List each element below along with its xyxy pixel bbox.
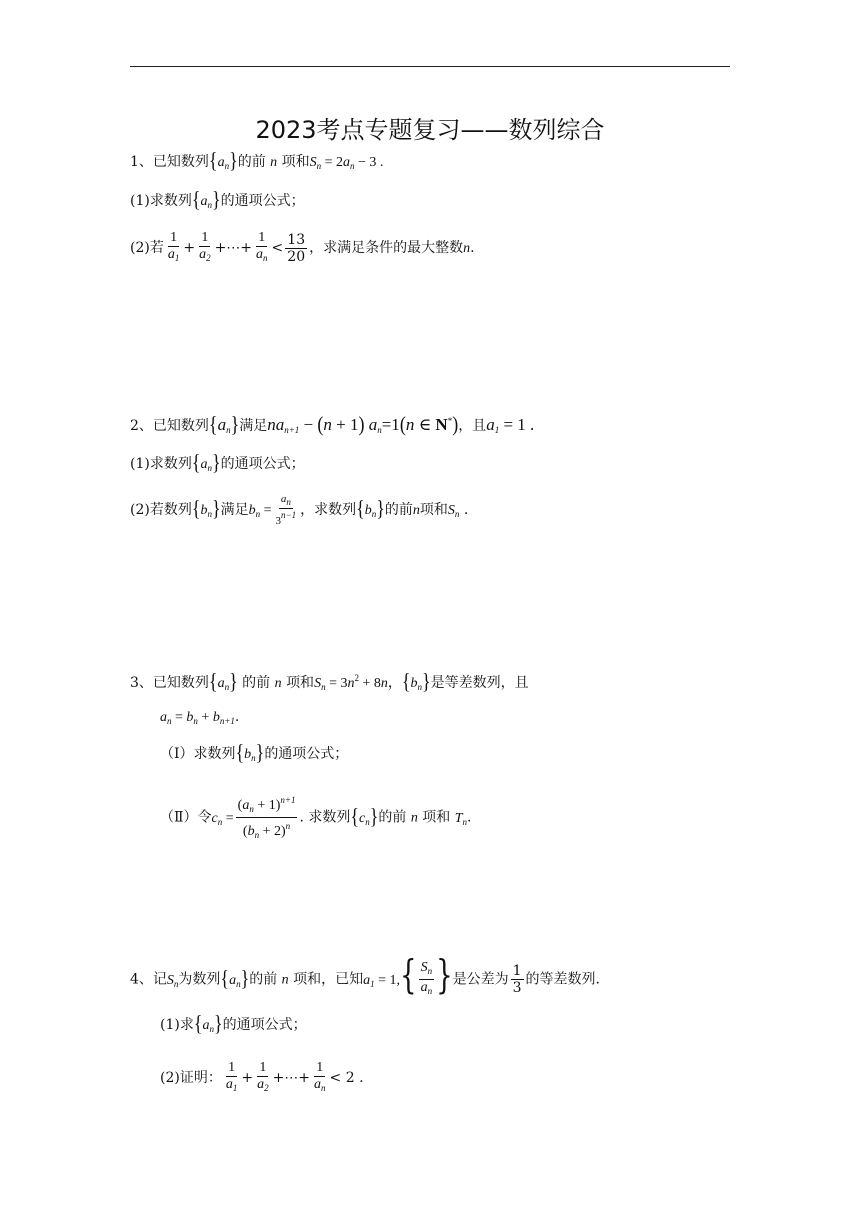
problem-2-part-2: (2)若数列$\{b_n\}$满足$b_n$ = $\frac{a_n}{3^{n-1}}$ ，求数列$\{b_n\}$的前n项和$S_n$ .: [130, 493, 469, 527]
header-rule: [130, 66, 730, 67]
problem-4-part-2: (2)证明： $\frac{1}{a_1}$ + $\frac{1}{a_2}$ +⋯+ $\frac{1}{a_n}$ < 2 .: [160, 1060, 364, 1093]
problem-4-part-1: (1)求$\{a_n\}$的通项公式；: [160, 1010, 307, 1036]
problem-3-part-1: （Ⅰ）求数列$\{b_n\}$的通项公式；: [160, 739, 349, 765]
problem-3-stem-cont: $a_n = b_n + b_{n+1}$.: [160, 709, 240, 726]
problem-3-stem: 3、已知数列$\{a_n\}$ 的前 n 项和$S_n = 3n^2 + 8n$，$\{b_n\}$是等差数列，且: [130, 668, 529, 694]
problem-4-stem: 4、记$S_n$为数列$\{a_n\}$的前 n 项和，已知$a_1 = 1$,{ $\frac{S_n}{a_n}$ }是公差为 $\frac{1}{3}$ 的等差数列.: [130, 953, 600, 998]
page-title: 2023考点专题复习——数列综合: [255, 116, 605, 144]
problem-1-part-2: (2)若 $\frac{1}{a_1}$ + $\frac{1}{a_2}$ +⋯+ $\frac{1}{a_n}$ < $\frac{13}{20}$ ，求满足条件的最大整数n.: [130, 230, 475, 265]
problem-3-part-2: （Ⅱ）令$c_n$ = $\frac{(a_n + 1)^{n+1}}{(b_n + 2)^n}$ . 求数列$\{c_n\}$的前 n 项和 $T_n$.: [160, 792, 471, 843]
problem-2-stem: 2、已知数列$\{a_n\}$满足$na_{n+1} - (n + 1)$ $a_n=1(n$ ∈ N*)，且$a_1 = 1$ .: [130, 411, 535, 437]
problem-2-part-1: (1)求数列$\{a_n\}$的通项公式；: [130, 449, 305, 475]
problem-1-stem: 1、已知数列$\{a_n\}$的前 n 项和$S_n = 2a_n - 3$ .: [130, 147, 384, 173]
problem-1-part-1: (1)求数列$\{a_n\}$的通项公式；: [130, 186, 305, 212]
